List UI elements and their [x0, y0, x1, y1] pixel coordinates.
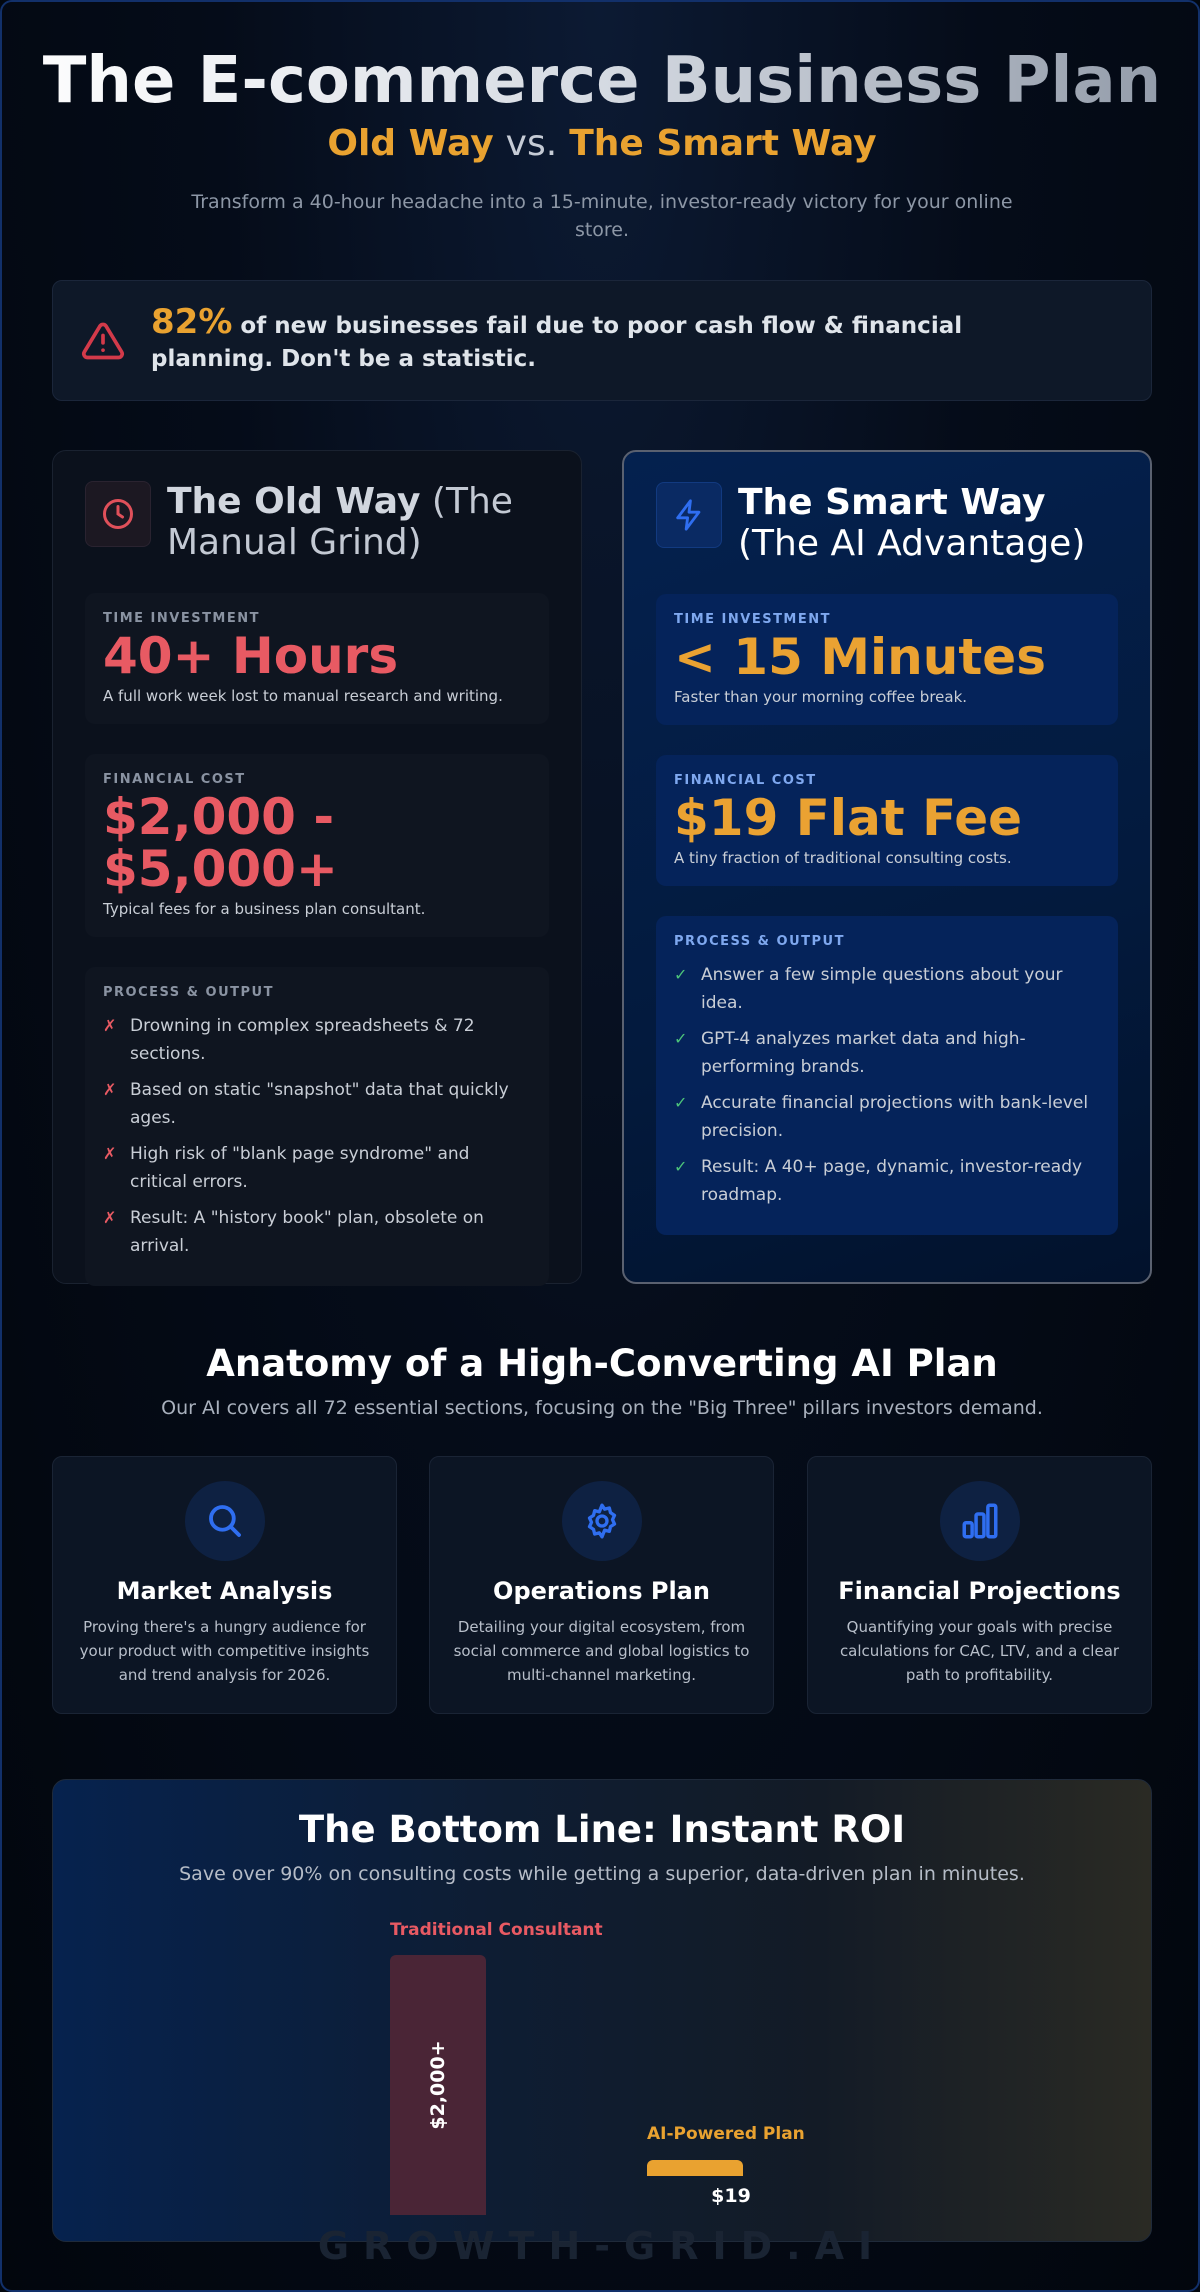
list-item: ✓ Result: A 40+ page, dynamic, investor-ready roadmap.	[674, 1153, 1100, 1209]
traditional-bar	[390, 1955, 486, 2215]
card-desc: Detailing your digital ecosystem, from social commerce and global logistics to multi-channel marketing.	[453, 1618, 750, 1684]
smart-time-value: < 15 Minutes	[674, 628, 1046, 686]
smart-way-label: The Smart Way	[569, 123, 877, 164]
old-time-note: A full work week lost to manual research and writing.	[103, 687, 503, 705]
page-header	[2, 42, 1200, 244]
cross-icon: ✗	[103, 1080, 117, 1099]
old-cost-label: FINANCIAL COST	[103, 772, 246, 787]
roi-subtitle: Save over 90% on consulting costs while getting a superior, data-driven plan in minutes.	[179, 1863, 1025, 1885]
smart-cost-label: FINANCIAL COST	[674, 773, 817, 788]
card-title: Operations Plan	[493, 1577, 710, 1605]
anatomy-title: Anatomy of a High-Converting AI Plan	[206, 1342, 998, 1385]
smart-process-block	[656, 916, 1118, 1235]
vs-label: vs.	[505, 123, 558, 164]
old-process-label: PROCESS & OUTPUT	[103, 985, 274, 1000]
old-way-column	[52, 450, 582, 1284]
financial-projections-card	[807, 1456, 1152, 1714]
cross-icon: ✗	[103, 1208, 117, 1227]
old-way-title: The Old Way (The Manual Grind)	[167, 481, 513, 563]
check-icon: ✓	[674, 1029, 688, 1048]
market-analysis-card	[52, 1456, 397, 1714]
list-item: ✗ Based on static "snapshot" data that quickly ages.	[103, 1076, 531, 1132]
old-way-label: Old Way	[327, 123, 494, 164]
old-process-list	[103, 1012, 531, 1260]
page-subtitle	[2, 122, 1200, 166]
list-item: ✗ High risk of "blank page syndrome" and critical errors.	[103, 1140, 531, 1196]
list-item: ✓ GPT-4 analyzes market data and high-performing brands.	[674, 1025, 1100, 1081]
alert-banner	[52, 280, 1152, 401]
smart-cost-value: $19 Flat Fee	[674, 789, 1023, 847]
ai-bar-value: $19	[711, 2185, 751, 2207]
smart-way-title: The Smart Way (The AI Advantage)	[738, 482, 1086, 564]
old-cost-note: Typical fees for a business plan consultant.	[103, 900, 426, 918]
list-item: ✗ Result: A "history book" plan, obsolete on arrival.	[103, 1204, 531, 1260]
old-process-block	[85, 967, 549, 1286]
card-desc: Proving there's a hungry audience for your product with competitive insights and trend analysis for 2026.	[79, 1618, 370, 1684]
smart-time-block	[656, 594, 1118, 725]
list-item: ✗ Drowning in complex spreadsheets & 72 sections.	[103, 1012, 531, 1068]
warning-triangle-icon	[81, 319, 125, 363]
traditional-bar-label: Traditional Consultant	[390, 1920, 603, 1940]
list-item: ✓ Answer a few simple questions about your idea.	[674, 961, 1100, 1017]
gear-icon	[562, 1481, 642, 1561]
smart-time-note: Faster than your morning coffee break.	[674, 688, 968, 706]
smart-process-list	[674, 961, 1100, 1209]
list-item: ✓ Accurate financial projections with bank-level precision.	[674, 1089, 1100, 1145]
search-icon	[185, 1481, 265, 1561]
watermark: GROWTH-GRID.AI	[317, 2224, 887, 2268]
operations-plan-card	[429, 1456, 774, 1714]
card-desc: Quantifying your goals with precise calculations for CAC, LTV, and a clear path to profitability.	[839, 1618, 1120, 1684]
anatomy-section	[2, 1342, 1200, 1419]
traditional-bar-value: $2,000+	[427, 2040, 449, 2130]
old-time-label: TIME INVESTMENT	[103, 611, 261, 626]
smart-cost-block	[656, 755, 1118, 886]
bar-chart-icon	[940, 1481, 1020, 1561]
cross-icon: ✗	[103, 1016, 117, 1035]
check-icon: ✓	[674, 1157, 688, 1176]
alert-text	[151, 301, 1051, 376]
smart-cost-note: A tiny fraction of traditional consulting costs.	[674, 849, 1012, 867]
smart-time-label: TIME INVESTMENT	[674, 612, 832, 627]
page-title: The E-commerce Business Plan	[2, 42, 1200, 120]
cross-icon: ✗	[103, 1144, 117, 1163]
roi-section	[52, 1779, 1152, 2242]
check-icon: ✓	[674, 965, 688, 984]
old-cost-value: $2,000 - $5,000+	[103, 788, 338, 898]
roi-title: The Bottom Line: Instant ROI	[298, 1808, 906, 1851]
smart-way-column	[622, 450, 1152, 1284]
anatomy-subtitle: Our AI covers all 72 essential sections, focusing on the "Big Three" pillars investors demand.	[161, 1397, 1043, 1419]
check-icon: ✓	[674, 1093, 688, 1112]
ai-bar-label: AI-Powered Plan	[647, 2124, 805, 2144]
old-time-value: 40+ Hours	[103, 627, 399, 685]
old-cost-block	[85, 754, 549, 937]
old-time-block	[85, 593, 549, 724]
card-title: Market Analysis	[116, 1577, 333, 1605]
old-way-header	[85, 481, 549, 563]
page-lede: Transform a 40-hour headache into a 15-minute, investor-ready victory for your online store.	[191, 191, 1013, 241]
alert-percent: 82%	[151, 301, 233, 342]
smart-way-header	[656, 482, 1118, 564]
ai-bar	[647, 2160, 743, 2176]
clock-icon	[85, 481, 151, 547]
alert-message: of new businesses fail due to poor cash flow & financial planning. Don't be a statistic.	[151, 312, 963, 372]
smart-process-label: PROCESS & OUTPUT	[674, 934, 845, 949]
card-title: Financial Projections	[838, 1577, 1121, 1605]
lightning-icon	[656, 482, 722, 548]
